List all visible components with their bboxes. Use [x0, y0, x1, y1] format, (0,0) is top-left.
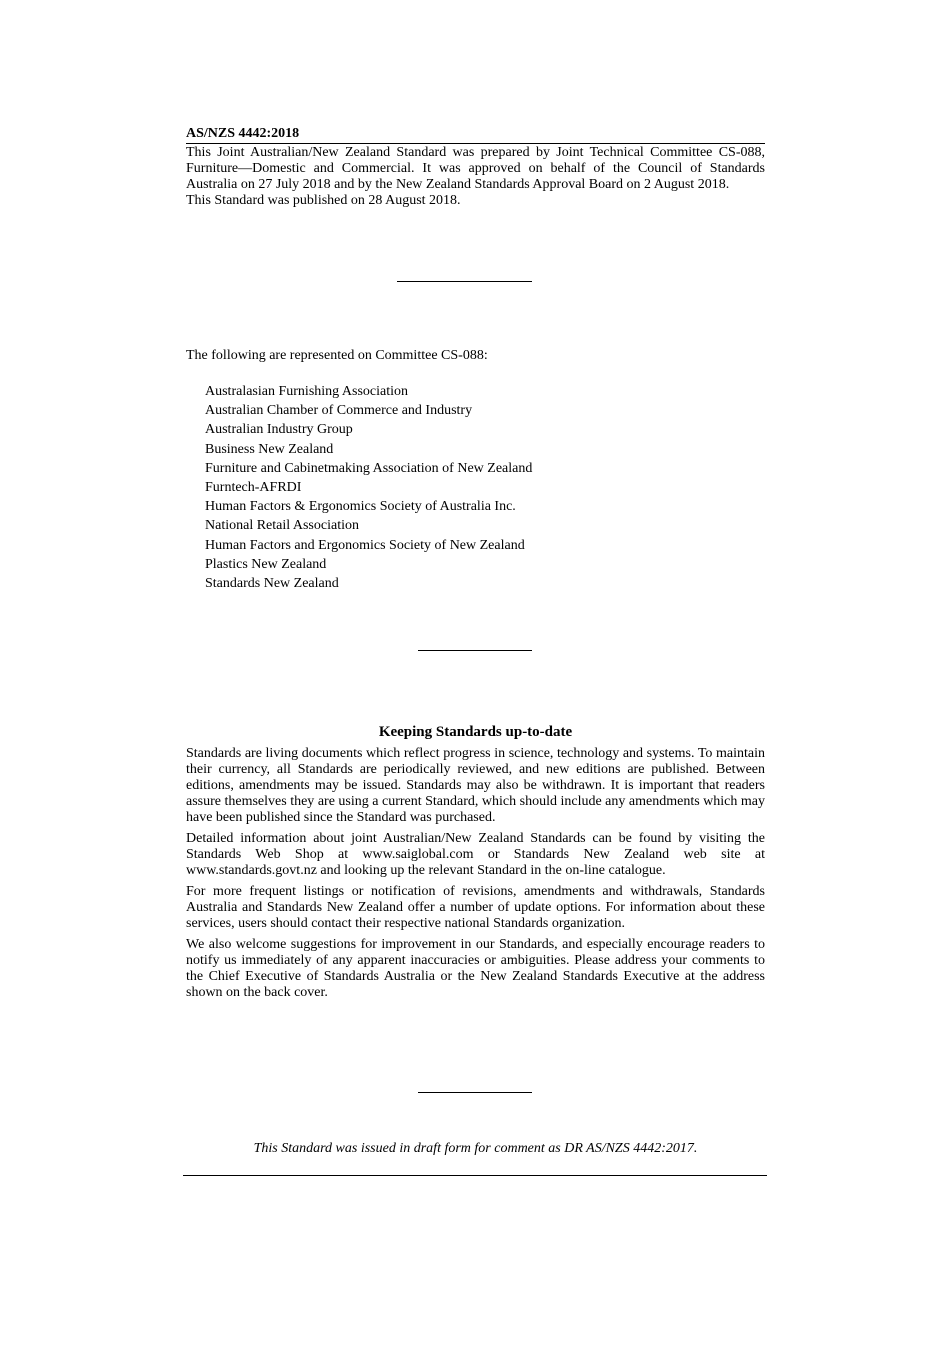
standard-id: AS/NZS 4442:2018: [186, 126, 765, 144]
committee-member: Standards New Zealand: [205, 576, 339, 592]
committee-member: Australian Industry Group: [205, 422, 353, 438]
body-paragraph: Detailed information about joint Australian/New Zealand Standards can be found by visiting the Standards Web Shop at www.saiglobal.com or Standards New Zealand web site at www.standards.govt.nz and looking up the relevant Standard in the on-line catalogue.: [186, 831, 765, 878]
approval-statement: [186, 145, 765, 209]
section-heading: Keeping Standards up-to-date: [378, 724, 573, 740]
body-paragraph: For more frequent listings or notification of revisions, amendments and withdrawals, Standards Australia and Standards New Zealand offer a number of update options. For information about these services, users should contact their respective national Standards organization.: [186, 884, 765, 931]
draft-note: This Standard was issued in draft form for comment as DR AS/NZS 4442:2017.: [253, 1141, 698, 1156]
committee-member: Australian Chamber of Commerce and Industry: [205, 403, 473, 419]
committee-member-list: [205, 382, 532, 593]
committee-intro: The following are represented on Committee CS-088:: [186, 348, 488, 363]
body-paragraph: Standards are living documents which reflect progress in science, technology and systems. To maintain their currency, all Standards are periodically reviewed, and new editions are published. Between editions, amendments may be issued. Standards may also be withdrawn. It is important that readers assure themselves they are using a current Standard, which should include any amendments which may have been published since the Standard was purchased.: [186, 746, 765, 825]
committee-member: National Retail Association: [205, 518, 359, 534]
committee-member: Furntech-AFRDI: [205, 480, 302, 496]
footer-rule: [183, 1175, 767, 1176]
committee-member: Human Factors and Ergonomics Society of New Zealand: [205, 537, 525, 553]
approval-text: This Joint Australian/New Zealand Standard was prepared by Joint Technical Committee CS-088, Furniture—Domestic and Commercial. It was approved on behalf of the Council of Standards Australia on 27 July 2018 and by the New Zealand Standards Approval Board on 2 August 2018.: [186, 145, 765, 192]
published-date-text: This Standard was published on 28 August 2018.: [186, 193, 461, 208]
up-to-date-body: [186, 746, 765, 1006]
committee-member: Human Factors & Ergonomics Society of Australia Inc.: [205, 499, 516, 515]
section-divider: [397, 281, 532, 282]
section-divider: [418, 1092, 532, 1093]
committee-member: Australasian Furnishing Association: [205, 384, 408, 399]
section-divider: [418, 650, 532, 651]
committee-member: Furniture and Cabinetmaking Association of New Zealand: [205, 460, 533, 476]
body-paragraph: We also welcome suggestions for improvement in our Standards, and especially encourage readers to notify us immediately of any apparent inaccuracies or ambiguities. Please address your comments to the Chief Executive of Standards Australia or the New Zealand Standards Executive at the address shown on the back cover.: [186, 937, 765, 1000]
committee-member: Plastics New Zealand: [205, 556, 327, 572]
committee-member: Business New Zealand: [205, 441, 334, 457]
